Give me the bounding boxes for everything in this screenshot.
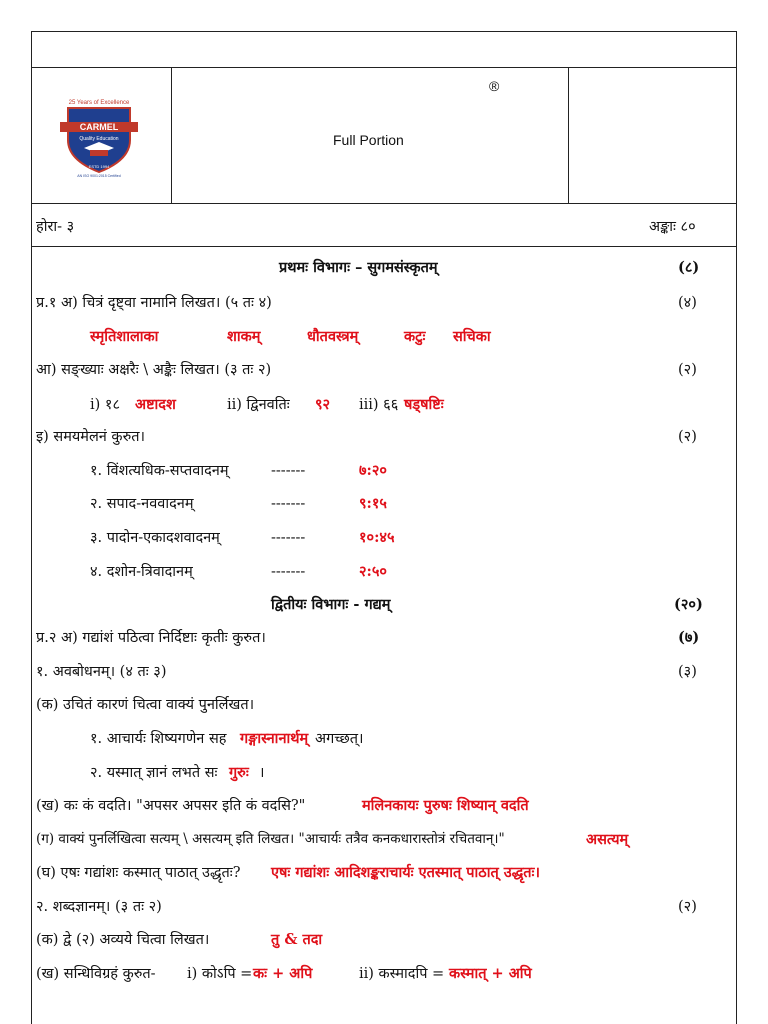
q2-sub2k-answer: तु & तदा — [271, 931, 323, 948]
time-duration: होरा- ३ — [36, 219, 75, 235]
q2-sub1-text: १. अवबोधनम्। (४ तः ३) — [36, 664, 167, 680]
q1b-answer3: षड्षष्टिः — [404, 396, 444, 413]
q2a-text: प्र.२ अ) गद्यांशं पठित्वा निर्दिष्टाः कृतीः कुरुत। — [36, 630, 266, 646]
q2-ka1-text: १. आचार्यः शिष्यगणेन सह — [90, 731, 227, 747]
q2-sub2kh-text: (ख) सन्धिविग्रहं कुरुत- — [36, 966, 156, 982]
svg-text:ESTD 1994: ESTD 1994 — [88, 164, 110, 169]
q2-sub2kh-answer1: कः + अपि — [253, 965, 313, 982]
section1-marks: (८) — [678, 259, 700, 276]
q1c-row-answer: १०:४५ — [359, 529, 395, 546]
q2-ka1-tail: अगच्छत्। — [315, 731, 364, 747]
q1a-answer: सचिका — [453, 328, 491, 345]
q1b-answer1: अष्टादश — [135, 396, 176, 413]
q1c-row-question: १. विंशत्यधिक-सप्तवादनम् — [90, 463, 229, 479]
q1b-marks: (२) — [678, 362, 697, 378]
q1c-row-dash: ------- — [271, 564, 306, 580]
q1c-row-question: ४. दशोन-त्रिवादानम् — [90, 564, 193, 580]
header-cell-divider-left — [171, 67, 172, 203]
q1a-answer: कटुः — [404, 328, 426, 345]
q1c-row-question: ३. पादोन-एकादशवादनम् — [90, 530, 220, 546]
q1c-row-question: २. सपाद-नववादनम् — [90, 496, 194, 512]
q2-kha-answer: मलिनकायः पुरुषः शिष्यान् वदति — [362, 797, 529, 814]
header-divider-top — [31, 67, 737, 68]
svg-text:AN ISO 9001:2015 Certified: AN ISO 9001:2015 Certified — [77, 174, 121, 178]
q2-ga-text: (ग) वाक्यं पुनर्लिखित्वा सत्यम् \ असत्यम् इति लिखत। "आचार्यः तत्रैव कनकधारास्तोत्रं रचितवान्।" — [36, 831, 505, 847]
q1a-text: प्र.१ अ) चित्रं दृष्ट्वा नामानि लिखत। (५ तः ४) — [36, 295, 272, 311]
q1b-text: आ) सङ्ख्याः अक्षरैः \ अङ्कैः लिखत। (३ तः २) — [36, 362, 272, 378]
section1-heading: प्रथमः विभागः – सुगमसंस्कृतम् — [279, 259, 438, 276]
svg-text:CARMEL: CARMEL — [79, 122, 119, 132]
section2-marks: (२०) — [674, 596, 703, 613]
q2-sub2k-text: (क) द्वे (२) अव्यये चित्वा लिखत। — [36, 932, 210, 948]
q2-sub2-marks: (२) — [678, 899, 697, 915]
section2-heading: द्वितीयः विभागः - गद्यम् — [271, 596, 391, 613]
registered-mark: ® — [489, 78, 500, 94]
q1a-answer: स्मृतिशालाका — [90, 328, 159, 345]
q2-ka2-answer: गुरुः — [229, 764, 249, 781]
q2-ka2-text: २. यस्मात् ज्ञानं लभते सः — [90, 765, 218, 781]
q2-ka2-tail: । — [259, 765, 265, 781]
q2-ka1-answer: गङ्गास्नानार्थम् — [240, 730, 309, 747]
q1c-row-answer: २:५० — [359, 563, 387, 580]
q2-gha-text: (घ) एषः गद्यांशः कस्मात् पाठात् उद्धृतः? — [36, 865, 241, 881]
q2-sub1-marks: (३) — [678, 664, 697, 680]
q1a-marks: (४) — [678, 295, 697, 311]
q1c-text: इ) समयमेलनं कुरुत। — [36, 429, 145, 445]
q1c-row-dash: ------- — [271, 530, 306, 546]
q1a-answer: शाकम् — [227, 328, 261, 345]
q2-sub2kh-item2: ii) कस्मादपि = — [359, 966, 445, 982]
q2-ga-answer: असत्यम् — [586, 831, 629, 848]
page-title: Full Portion — [333, 132, 404, 148]
carmel-logo — [54, 96, 144, 178]
q1b-answer2: ९२ — [315, 396, 331, 413]
header-divider-bottom — [31, 203, 737, 204]
q1c-row-dash: ------- — [271, 463, 306, 479]
q1a-answer: धौतवस्त्रम् — [307, 328, 359, 345]
q2-ka-text: (क) उचितं कारणं चित्वा वाक्यं पुनर्लिखत। — [36, 697, 255, 713]
q1c-row-answer: ९:१५ — [359, 495, 387, 512]
svg-text:25 Years of Excellence: 25 Years of Excellence — [68, 100, 130, 106]
q2-gha-answer: एषः गद्यांशः आदिशङ्कराचार्यः एतस्मात् पाठात् उद्धृतः। — [271, 864, 540, 881]
q1b-item3: iii) ६६ — [359, 397, 399, 413]
q2-kha-text: (ख) कः कं वदति। "अपसर अपसर इति कं वदसि?" — [36, 798, 306, 814]
svg-text:Quality Education: Quality Education — [79, 136, 119, 142]
q1c-row-dash: ------- — [271, 496, 306, 512]
header-divider-info — [31, 246, 737, 247]
total-marks: अङ्काः ८० — [649, 219, 696, 235]
q2-sub2kh-item1: i) कोऽपि = — [187, 966, 253, 982]
q1b-item2: ii) द्विनवतिः — [227, 397, 290, 413]
q2-sub2kh-answer2: कस्मात् + अपि — [449, 965, 532, 982]
q1c-row-answer: ७:२० — [359, 462, 387, 479]
q2-sub2-text: २. शब्दज्ञानम्। (३ तः २) — [36, 899, 162, 915]
q1c-marks: (२) — [678, 429, 697, 445]
q1b-item1: i) १८ — [90, 397, 120, 413]
q2a-marks: (७) — [678, 629, 700, 646]
header-cell-divider-right — [568, 67, 569, 203]
